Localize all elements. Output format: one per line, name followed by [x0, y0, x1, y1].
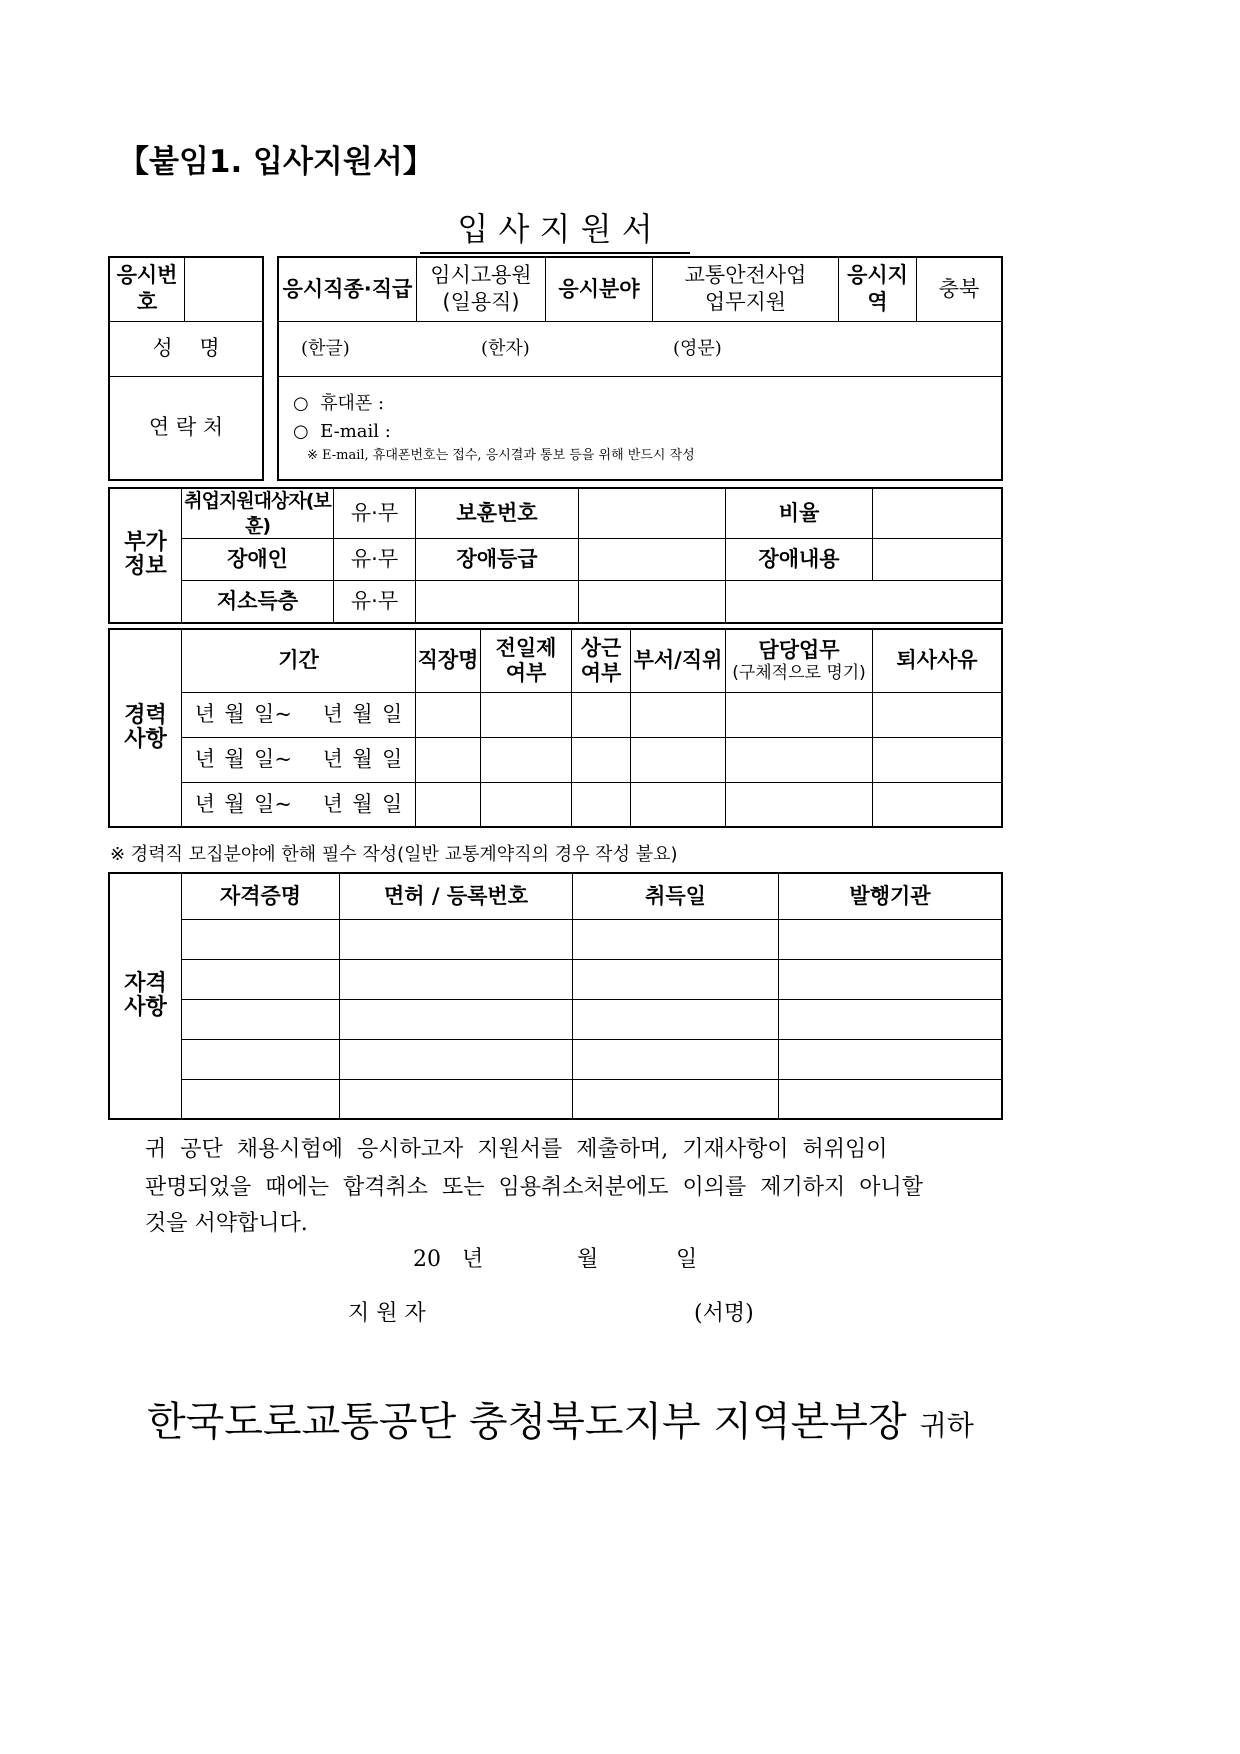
- contact-label: 연 락 처: [109, 376, 263, 480]
- license-table: [108, 872, 1003, 1120]
- license-number-field[interactable]: [340, 1079, 573, 1119]
- career-header-permanent: 상근 여부: [572, 629, 631, 692]
- license-issuer-field[interactable]: [779, 919, 1003, 959]
- license-name-field[interactable]: [182, 959, 340, 999]
- name-korean: (한글): [301, 337, 350, 359]
- license-header-number: 면허 / 등록번호: [340, 873, 573, 919]
- empty-cell: [579, 581, 726, 623]
- addressee-suffix: 귀하: [919, 1409, 974, 1442]
- signature-field[interactable]: (서명): [694, 1301, 754, 1326]
- field-label: 응시분야: [546, 257, 653, 321]
- application-info-table: [277, 256, 1003, 481]
- license-header-issuer: 발행기관: [779, 873, 1003, 919]
- table-row: [109, 919, 1002, 959]
- career-header-company: 직장명: [416, 629, 481, 692]
- career-dept-field[interactable]: [631, 692, 726, 737]
- ratio-label: 비율: [726, 488, 873, 539]
- table-row: [109, 999, 1002, 1039]
- license-issuer-field[interactable]: [779, 1039, 1003, 1079]
- license-section-label: 자격 사항: [109, 873, 182, 1119]
- career-reason-field[interactable]: [873, 782, 1003, 827]
- license-name-field[interactable]: [182, 919, 340, 959]
- career-table: [108, 628, 1003, 828]
- contact-field[interactable]: [278, 376, 1002, 480]
- career-header-reason: 퇴사사유: [873, 629, 1003, 692]
- disability-detail-label: 장애내용: [726, 539, 873, 581]
- career-company-field[interactable]: [416, 737, 481, 782]
- career-fulltime-field[interactable]: [481, 782, 572, 827]
- extra-info-section-label: 부가 정보: [109, 488, 182, 623]
- veteran-value[interactable]: 유·무: [334, 488, 416, 539]
- license-name-field[interactable]: [182, 999, 340, 1039]
- career-reason-field[interactable]: [873, 737, 1003, 782]
- career-permanent-field[interactable]: [572, 692, 631, 737]
- exam-number-label: 응시번호: [109, 257, 185, 321]
- applicant-label: 지 원 자: [348, 1301, 426, 1326]
- disability-grade-field[interactable]: [579, 539, 726, 581]
- pledge-line: 판명되었을 때에는 합격취소 또는 임용취소처분에도 이의를 제기하지 아니할: [145, 1175, 923, 1200]
- form-title: 입 사 지 원 서: [420, 204, 690, 254]
- career-section-label: 경력 사항: [109, 629, 182, 827]
- disabled-value[interactable]: 유·무: [334, 539, 416, 581]
- veteran-number-field[interactable]: [579, 488, 726, 539]
- job-type-value: 임시고용원 (일용직): [417, 257, 546, 321]
- license-name-field[interactable]: [182, 1079, 340, 1119]
- email-line: ○ E-mail :: [293, 420, 391, 442]
- career-header-duty-sub: (구체적으로 명기): [732, 663, 866, 684]
- name-hanja: (한자): [481, 337, 530, 359]
- career-dept-field[interactable]: [631, 737, 726, 782]
- career-fulltime-field[interactable]: [481, 692, 572, 737]
- veteran-label: 취업지원대상자(보훈): [182, 488, 334, 539]
- extra-info-table: [108, 487, 1003, 624]
- license-date-field[interactable]: [573, 1079, 779, 1119]
- table-row: [109, 1079, 1002, 1119]
- license-number-field[interactable]: [340, 999, 573, 1039]
- exam-number-field[interactable]: [185, 257, 264, 321]
- name-label: 성 명: [109, 321, 263, 376]
- phone-line: ○ 휴대폰 :: [293, 392, 385, 414]
- career-duty-field[interactable]: [726, 782, 873, 827]
- career-company-field[interactable]: [416, 692, 481, 737]
- career-period-field[interactable]: 년 월 일~ 년 월 일: [182, 737, 416, 782]
- region-label: 응시지역: [839, 257, 917, 321]
- career-company-field[interactable]: [416, 782, 481, 827]
- license-date-field[interactable]: [573, 999, 779, 1039]
- license-name-field[interactable]: [182, 1039, 340, 1079]
- license-header-date: 취득일: [573, 873, 779, 919]
- exam-number-table: [108, 256, 264, 481]
- date-day: 일: [676, 1247, 698, 1272]
- career-header-period: 기간: [182, 629, 416, 692]
- license-issuer-field[interactable]: [779, 959, 1003, 999]
- career-header-dept: 부서/직위: [631, 629, 726, 692]
- career-header-duty-title: 담당업무: [758, 637, 840, 662]
- license-date-field[interactable]: [573, 919, 779, 959]
- table-row: [109, 959, 1002, 999]
- veteran-number-label: 보훈번호: [416, 488, 579, 539]
- table-row: [109, 692, 1002, 737]
- license-issuer-field[interactable]: [779, 1079, 1003, 1119]
- license-date-field[interactable]: [573, 1039, 779, 1079]
- addressee: [147, 1390, 974, 1447]
- career-duty-field[interactable]: [726, 737, 873, 782]
- career-dept-field[interactable]: [631, 782, 726, 827]
- pledge-line: 귀 공단 채용시험에 응시하고자 지원서를 제출하며, 기재사항이 허위임이: [145, 1137, 888, 1162]
- career-fulltime-field[interactable]: [481, 737, 572, 782]
- disability-grade-label: 장애등급: [416, 539, 579, 581]
- license-number-field[interactable]: [340, 1039, 573, 1079]
- career-reason-field[interactable]: [873, 692, 1003, 737]
- field-value: 교통안전사업 업무지원: [653, 257, 839, 321]
- career-header-fulltime: 전일제 여부: [481, 629, 572, 692]
- career-permanent-field[interactable]: [572, 782, 631, 827]
- license-issuer-field[interactable]: [779, 999, 1003, 1039]
- date-month: 월: [577, 1247, 599, 1272]
- license-number-field[interactable]: [340, 919, 573, 959]
- disability-detail-field[interactable]: [873, 539, 1003, 581]
- addressee-main: 한국도로교통공단 충청북도지부 지역본부장: [147, 1399, 907, 1445]
- career-permanent-field[interactable]: [572, 737, 631, 782]
- name-english: (영문): [673, 337, 722, 359]
- career-period-field[interactable]: 년 월 일~ 년 월 일: [182, 782, 416, 827]
- ratio-field[interactable]: [873, 488, 1003, 539]
- disabled-label: 장애인: [182, 539, 334, 581]
- table-row: [109, 737, 1002, 782]
- low-income-label: 저소득층: [182, 581, 334, 623]
- license-header-name: 자격증명: [182, 873, 340, 919]
- career-header-duty: [726, 629, 873, 692]
- license-date-field[interactable]: [573, 959, 779, 999]
- low-income-value[interactable]: 유·무: [334, 581, 416, 623]
- table-row: [109, 1039, 1002, 1079]
- name-field[interactable]: [278, 321, 1002, 376]
- attachment-heading: 【붙임1. 입사지원서】: [118, 144, 434, 180]
- career-duty-field[interactable]: [726, 692, 873, 737]
- contact-note: ※ E-mail, 휴대폰번호는 접수, 응시결과 통보 등을 위해 반드시 작성: [307, 447, 695, 463]
- date-year: 20 년: [413, 1247, 484, 1272]
- license-number-field[interactable]: [340, 959, 573, 999]
- career-period-field[interactable]: 년 월 일~ 년 월 일: [182, 692, 416, 737]
- region-value: 충북: [917, 257, 1003, 321]
- table-row: [109, 782, 1002, 827]
- job-type-label: 응시직종·직급: [278, 257, 417, 321]
- career-note: ※ 경력직 모집분야에 한해 필수 작성(일반 교통계약직의 경우 작성 불요): [110, 844, 678, 865]
- pledge-line: 것을 서약합니다.: [145, 1211, 308, 1236]
- empty-cell: [726, 581, 1003, 623]
- empty-cell: [416, 581, 579, 623]
